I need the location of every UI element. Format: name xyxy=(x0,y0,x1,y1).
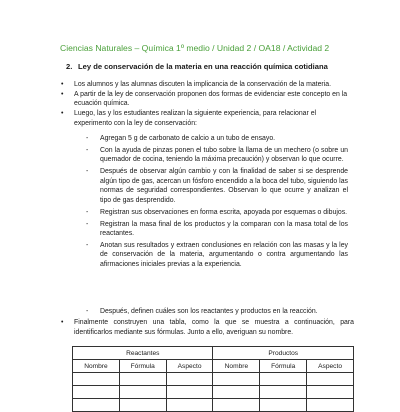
bullet-item: • A partir de la ley de conservación proponen dos formas de evidenciar este concepto en la ecuación química. xyxy=(60,90,350,109)
table-cell xyxy=(213,399,260,412)
table-row xyxy=(73,399,354,412)
table-column-header: Nombre xyxy=(73,360,120,373)
table-cell xyxy=(119,399,166,412)
table-cell xyxy=(213,386,260,399)
procedure-step: - Con la ayuda de pinzas ponen el tubo sobre la llama de un mechero (o sobre un quemador de cocina, teniendo la máxima precaución) y observan lo que ocurre. xyxy=(86,146,348,165)
table-column-header: Fórmula xyxy=(260,360,307,373)
bullet-item: • Finalmente construyen una tabla, como la que se muestra a continuación, para identificarlos mediante sus fórmulas. Junto a ello, averiguan su nombre. xyxy=(60,318,354,337)
table-group-header: Productos xyxy=(213,347,354,360)
bullet-item: • Luego, las y los estudiantes realizan la siguiente experiencia, para relacionar el experimento con la ley de conservación: xyxy=(60,109,350,128)
breadcrumb: Ciencias Naturales – Química 1º medio / Unidad 2 / OA18 / Actividad 2 xyxy=(60,43,330,53)
table-group-header: Reactantes xyxy=(73,347,213,360)
table-column-header: Aspecto xyxy=(307,360,354,373)
table-cell xyxy=(166,386,213,399)
table-cell xyxy=(307,373,354,386)
table-cell xyxy=(213,373,260,386)
table-row xyxy=(73,373,354,386)
procedure-step: - Después, definen cuáles son los reactantes y productos en la reacción. xyxy=(86,307,348,317)
section-heading xyxy=(66,62,376,72)
intro-bullet-list xyxy=(60,80,350,129)
table-row xyxy=(73,386,354,399)
table-cell xyxy=(119,373,166,386)
table-cell xyxy=(73,373,120,386)
table-cell xyxy=(166,399,213,412)
procedure-step: - Anotan sus resultados y extraen conclusiones en relación con las masas y la ley de conservación de la materia, argumentando o contra argumentando las afirmaciones iniciales previas a la experiencia. xyxy=(86,241,348,270)
procedure-step: - Registran la masa final de los productos y la comparan con la masa total de los reactantes. xyxy=(86,220,348,239)
bullet-item: • Los alumnos y las alumnas discuten la implicancia de la conservación de la materia. xyxy=(60,80,350,90)
section-number: 2. xyxy=(66,62,73,71)
table-cell xyxy=(73,386,120,399)
final-bullet-list xyxy=(60,318,354,337)
table-header-row xyxy=(73,360,354,373)
section-title: Ley de conservación de la materia en una reacción química cotidiana xyxy=(78,62,328,71)
procedure-step: - Registran sus observaciones en forma escrita, apoyada por esquemas o dibujos. xyxy=(86,208,348,218)
reactants-products-table xyxy=(72,346,354,412)
table-cell xyxy=(260,373,307,386)
table-cell xyxy=(260,399,307,412)
table-column-header: Nombre xyxy=(213,360,260,373)
table-column-header: Fórmula xyxy=(119,360,166,373)
table-cell xyxy=(166,373,213,386)
table-cell xyxy=(119,386,166,399)
table-cell xyxy=(260,386,307,399)
procedure-step-list xyxy=(86,134,348,272)
procedure-step: - Después de observar algún cambio y con la finalidad de saber si se desprende algún tipo de gas, acercan un fósforo encendido a la boca del tubo, siguiendo las normas de seguridad correspondientes. Observan lo que ocurre y analizan el tipo de gas desprendido. xyxy=(86,167,348,205)
final-step-list xyxy=(86,307,348,317)
table-column-header: Aspecto xyxy=(166,360,213,373)
table-cell xyxy=(73,399,120,412)
table-group-row xyxy=(73,347,354,360)
procedure-step: - Agregan 5 g de carbonato de calcio a un tubo de ensayo. xyxy=(86,134,348,144)
table-cell xyxy=(307,386,354,399)
table-cell xyxy=(307,399,354,412)
